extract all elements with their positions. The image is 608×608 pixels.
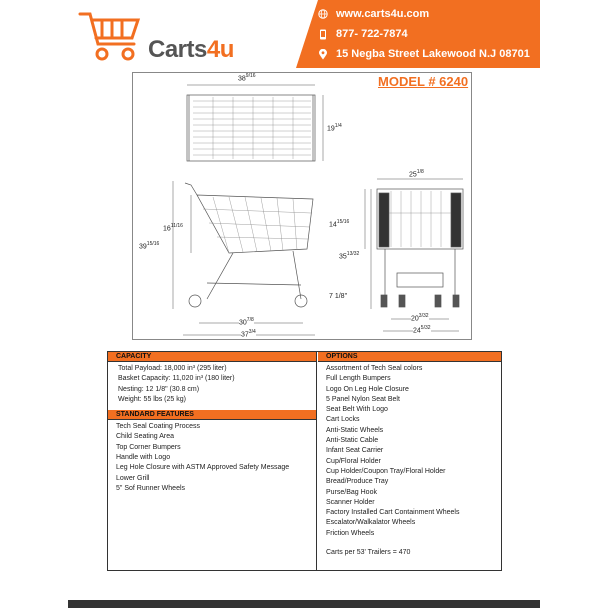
model-number: MODEL # 6240: [378, 74, 469, 89]
dim-top-width: $38^{9/16}$: [238, 73, 256, 83]
dim-front-width: $25^{1/8}$: [409, 169, 424, 179]
option-item: Infant Seat Carrier: [326, 447, 384, 455]
location-pin-icon: [318, 49, 328, 60]
address: 15 Negba Street Lakewood N.J 08701: [336, 48, 530, 60]
option-item: Cart Locks: [326, 416, 360, 424]
dim-total-length: $37^{3/4}$: [241, 329, 256, 339]
footer-bar: [68, 600, 540, 608]
option-item: Escalator/Walkalator Wheels: [326, 519, 416, 527]
phone-icon: [318, 29, 328, 40]
option-item: 5 Panel Nylon Seat Belt: [326, 395, 400, 403]
logo: [68, 0, 298, 68]
options-header: OPTIONS: [318, 352, 501, 362]
standard-feature-item: Child Seating Area: [116, 433, 174, 441]
capacity-header: CAPACITY: [108, 352, 316, 362]
left-column: [108, 352, 317, 570]
standard-features-header: STANDARD FEATURES: [108, 410, 316, 420]
phone-number: 877- 722-7874: [336, 28, 408, 40]
cart-logo-icon: [76, 4, 146, 64]
standard-feature-item: Lower Grill: [116, 474, 150, 482]
standard-feature-item: Leg Hole Closure with ASTM Approved Safety Message: [116, 464, 290, 472]
option-item: Cup Holder/Coupon Tray/Floral Holder: [326, 467, 446, 475]
option-item: Cup/Floral Holder: [326, 457, 381, 465]
option-item: Factory Installed Cart Containment Wheels: [326, 509, 460, 517]
option-item: Seat Belt With Logo: [326, 406, 388, 414]
standard-feature-item: Tech Seal Coating Process: [116, 423, 201, 431]
trailer-capacity: Carts per 53' Trailers = 470: [326, 549, 411, 557]
standard-feature-item: Handle with Logo: [116, 454, 171, 462]
options-list: [318, 362, 501, 539]
dim-front-height: $35^{13/32}$: [339, 251, 360, 261]
dim-nesting: 7 1/8": [329, 293, 348, 300]
dim-base-width: $24^{5/32}$: [413, 325, 431, 335]
right-column: [318, 352, 501, 570]
dim-side-basket: $16^{11/16}$: [163, 223, 183, 233]
option-item: Assortment of Tech Seal colors: [326, 365, 423, 372]
option-item: Scanner Holder: [326, 498, 375, 506]
capacity-item: Weight: 55 lbs (25 kg): [118, 395, 186, 403]
dim-top-depth: $19^{1/4}$: [327, 123, 342, 133]
option-item: Anti-Static Wheels: [326, 426, 384, 434]
dim-wheel-track: $20^{3/32}$: [411, 313, 429, 323]
brand-name: Carts4u: [148, 36, 234, 63]
option-item: Friction Wheels: [326, 529, 375, 537]
standard-features-list: [108, 420, 316, 494]
capacity-item: Nesting: 12 1/8" (30.8 cm): [118, 385, 200, 393]
spec-table: [107, 351, 502, 571]
option-item: Bread/Produce Tray: [326, 478, 389, 486]
dim-total-height: $39^{15/16}$: [139, 241, 160, 251]
option-item: Logo On Leg Hole Closure: [326, 385, 409, 393]
globe-icon: [318, 9, 328, 19]
option-item: Purse/Bag Hook: [326, 488, 377, 496]
address-row: [318, 44, 540, 64]
capacity-item: Basket Capacity: 11,020 in³ (180 liter): [118, 375, 235, 383]
header: [68, 0, 540, 68]
dim-front-basket: $14^{15/16}$: [329, 219, 350, 229]
dim-wheelbase: $30^{7/8}$: [239, 317, 254, 327]
phone-row: [318, 24, 540, 44]
website-link[interactable]: www.carts4u.com: [336, 8, 430, 20]
drawing-sheet: [132, 72, 472, 340]
option-item: Anti-Static Cable: [326, 437, 379, 445]
website-row: [318, 4, 540, 24]
capacity-item: Total Payload: 18,000 in³ (295 liter): [118, 365, 227, 372]
standard-feature-item: 5" Sof Runner Wheels: [116, 484, 186, 492]
contact-info: [318, 2, 540, 64]
cart-drawings: [133, 73, 473, 341]
capacity-list: [108, 362, 316, 405]
standard-feature-item: Top Corner Bumpers: [116, 443, 181, 451]
option-item: Full Length Bumpers: [326, 375, 391, 383]
